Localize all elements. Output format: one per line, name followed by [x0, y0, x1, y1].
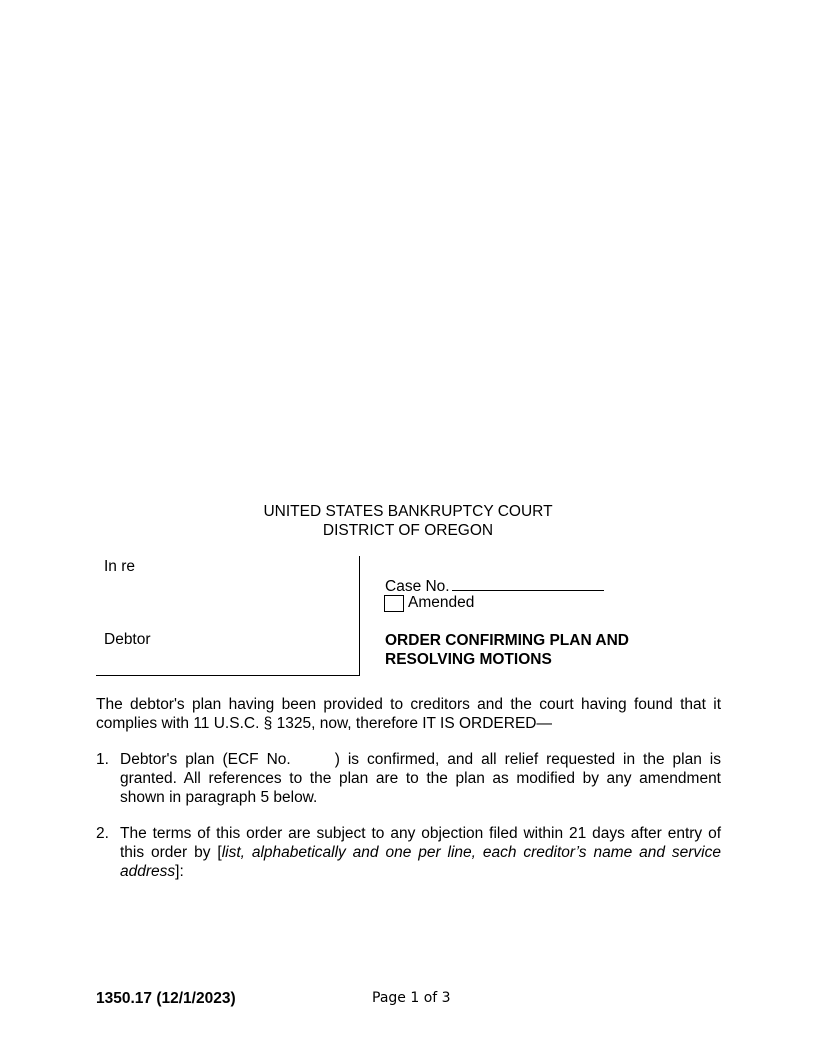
page-number: Page 1 of 3: [372, 990, 451, 1006]
item-number: 1.: [96, 751, 109, 768]
intro-paragraph: The debtor's plan having been provided to creditors and the court having found that it complies with 11 U.S.C. § 1325, now, therefore IT IS ORDERED—: [96, 696, 721, 732]
item-text-part-a: Debtor's plan (ECF No.: [120, 751, 291, 768]
item-text-part-a: The terms of this order are subject to any objection filed within 21 days after entry of this order by [: [120, 825, 721, 861]
case-number-field[interactable]: [385, 576, 604, 596]
amended-label: Amended: [408, 594, 475, 611]
court-header: [0, 502, 816, 540]
debtor-label: Debtor: [104, 631, 151, 648]
caption-vertical-divider: [359, 556, 360, 676]
order-item-1: [96, 750, 721, 807]
order-title: [385, 631, 685, 669]
item-text: [120, 750, 721, 807]
item-number: 2.: [96, 825, 109, 842]
case-number-label: Case No.: [385, 578, 450, 595]
caption-horizontal-divider: [96, 675, 360, 676]
court-name: UNITED STATES BANKRUPTCY COURT: [263, 503, 553, 520]
case-number-blank[interactable]: [452, 576, 604, 591]
form-id: 1350.17 (12/1/2023): [96, 990, 236, 1007]
item-text: [120, 824, 721, 881]
item-text-part-b: ) is confirmed, and all relief requested in the plan is granted. All references to the plan are to the plan as modified by any amendment shown in paragraph 5 below.: [120, 751, 721, 806]
amended-checkbox[interactable]: [384, 595, 404, 612]
court-district: DISTRICT OF OREGON: [322, 522, 494, 539]
in-re-label: In re: [104, 558, 136, 575]
item-text-part-b: ]:: [175, 863, 184, 880]
order-title-line1: ORDER CONFIRMING PLAN AND: [385, 632, 629, 649]
amended-option[interactable]: [384, 594, 474, 612]
item-text-italic: list, alphabetically and one per line, each creditor’s name and service address: [120, 844, 721, 880]
order-title-line2: RESOLVING MOTIONS: [385, 651, 552, 668]
order-item-2: [96, 824, 721, 881]
